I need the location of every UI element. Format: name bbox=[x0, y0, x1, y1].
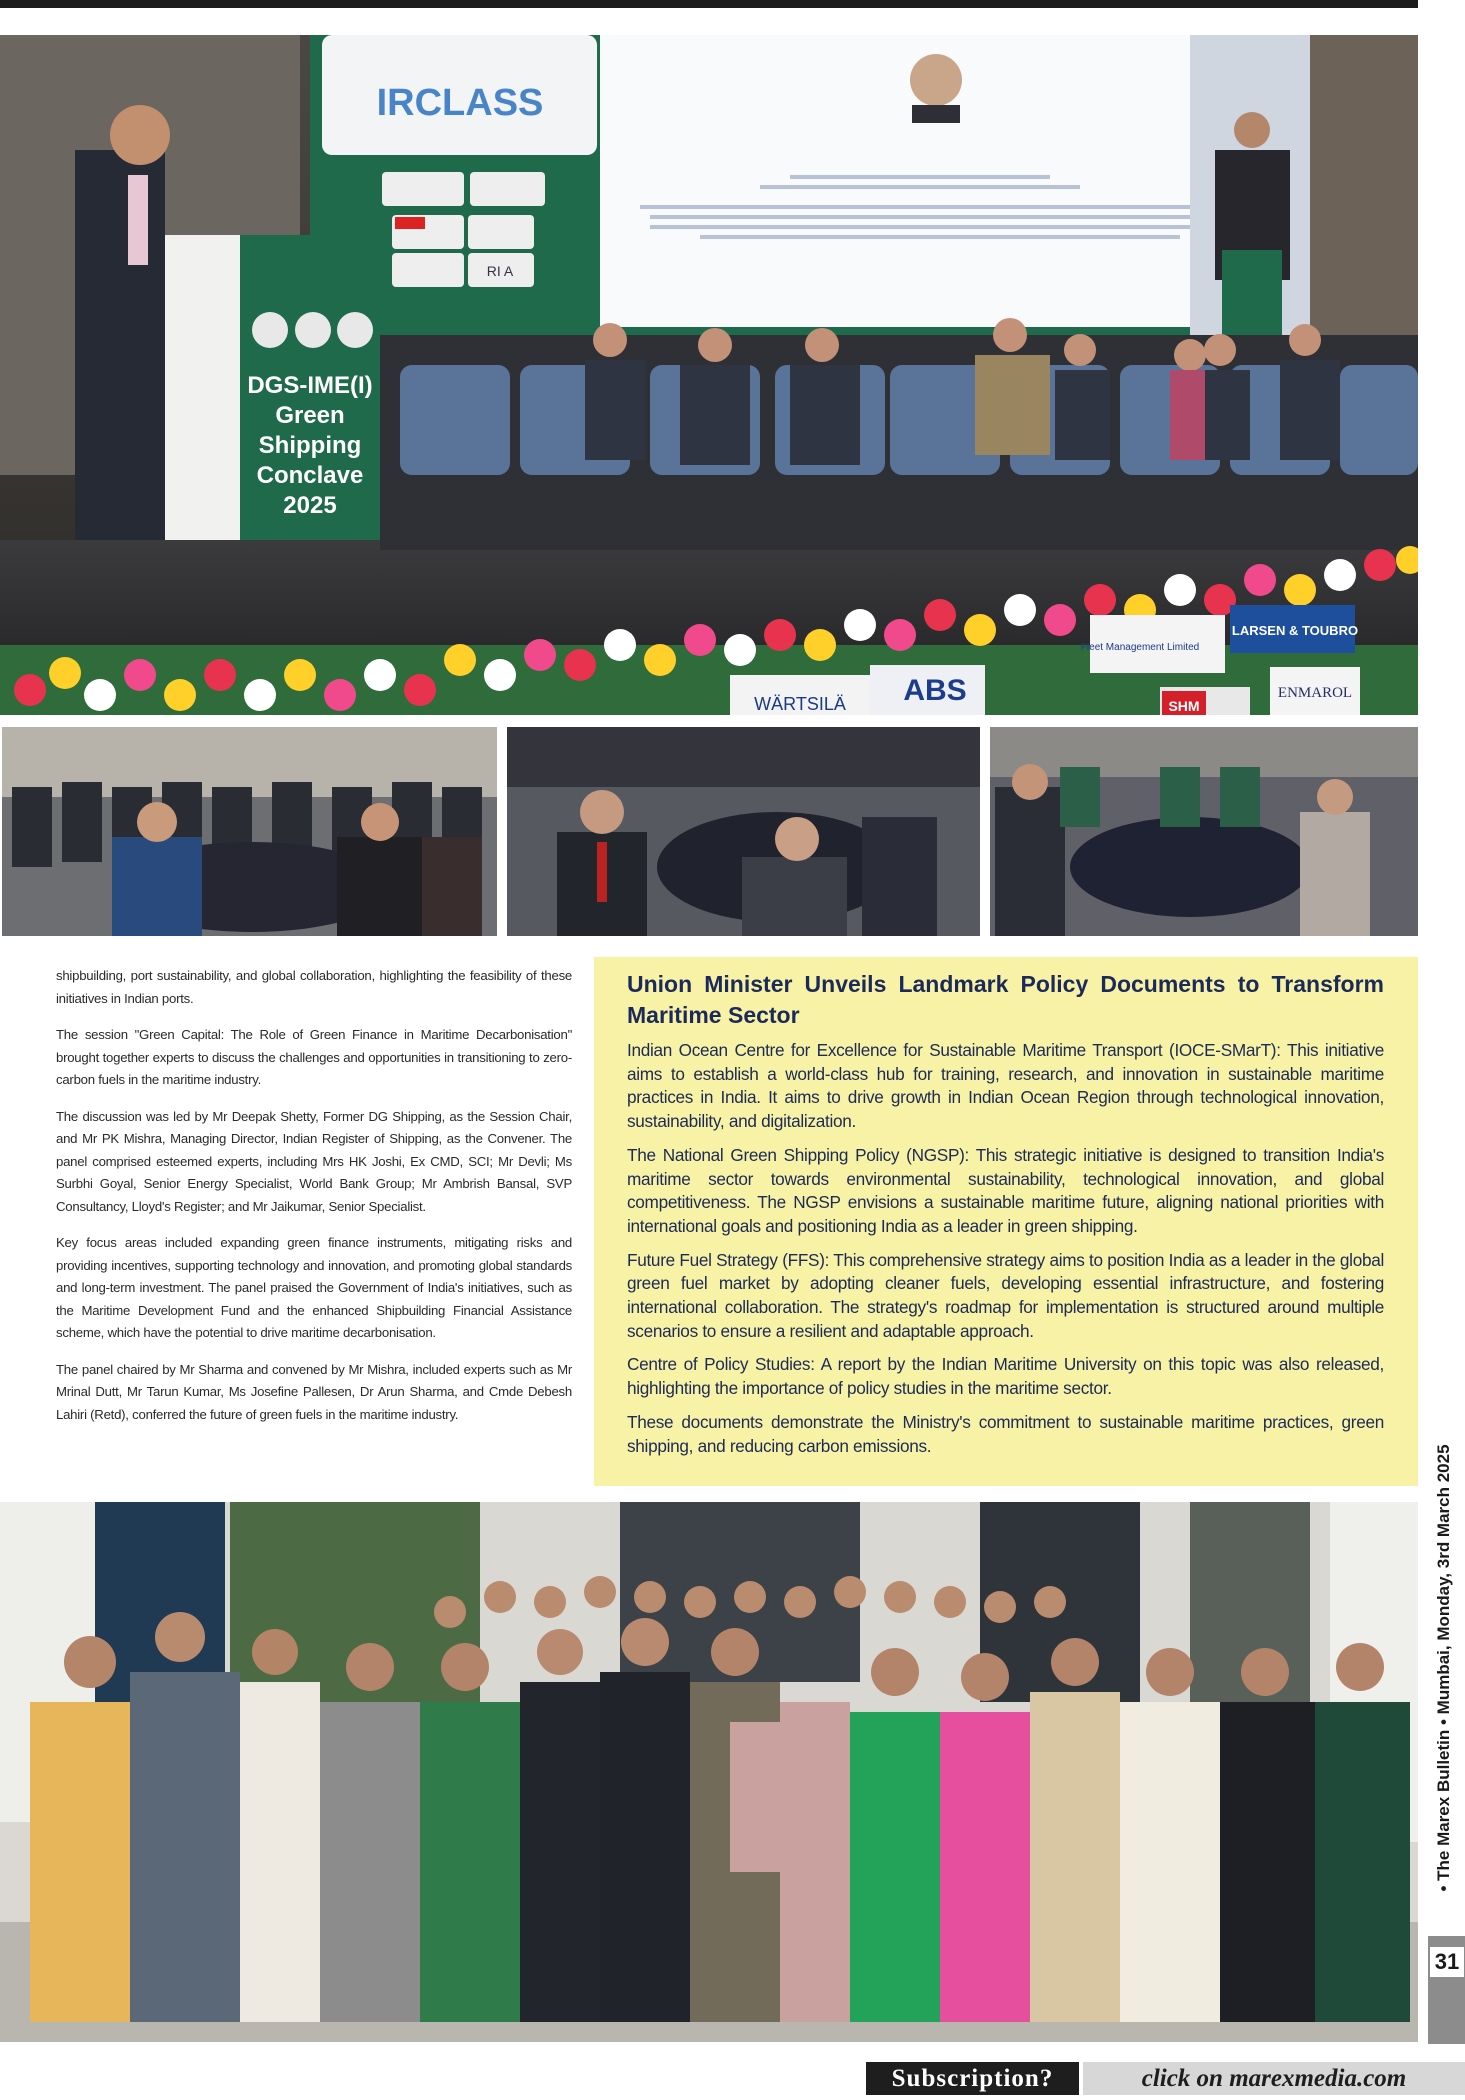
banner-line-2: Green bbox=[275, 402, 345, 429]
sidebox-title: Union Minister Unveils Landmark Policy Documents to Transform Maritime Sector bbox=[627, 971, 1384, 1028]
running-head bbox=[1425, 1395, 1465, 1985]
audience-photo-1 bbox=[2, 727, 497, 936]
wartsila-logo: WÄRTSILÄ bbox=[754, 694, 846, 714]
shm-logo: SHM bbox=[1168, 698, 1200, 714]
audience-photo-2 bbox=[507, 727, 980, 936]
article-paragraph: The panel chaired by Mr Sharma and convened by Mr Mishra, included experts such as Mr Mrinal Dutt, Mr Tarun Kumar, Ms Josefine Pallesen, Dr Arun Sharma, and Cmde Debesh Lahiri (Retd), conferred the future of green fuels in the maritime industry. bbox=[56, 1361, 572, 1422]
top-rule bbox=[0, 0, 1418, 8]
article-left-column bbox=[56, 965, 572, 1440]
audience-photo-3 bbox=[990, 727, 1418, 936]
subscription-banner[interactable] bbox=[866, 2062, 1465, 2100]
abs-logo: ABS bbox=[903, 674, 967, 707]
irclass-logo: IRCLASS bbox=[376, 82, 544, 124]
sidebox-paragraph: These documents demonstrate the Ministry's commitment to sustainable maritime practices, green shipping, and reducing carbon emissions. bbox=[627, 1411, 1384, 1456]
sidebox-paragraph: Future Fuel Strategy (FFS): This comprehensive strategy aims to position India as a leader in the global green fuel market by adopting cleaner fuels, developing essential infrastructure, and fostering international collaboration. The strategy's roadmap for implementation is structured around multiple scenarios to ensure a resilient and adaptable approach. bbox=[627, 1249, 1384, 1341]
policy-sidebox bbox=[594, 957, 1418, 1486]
ria-logo: RI A bbox=[486, 263, 514, 279]
article-paragraph: shipbuilding, port sustainability, and global collaboration, highlighting the feasibility of these initiatives in Indian ports. bbox=[56, 968, 572, 1006]
banner-line-5: 2025 bbox=[283, 492, 337, 519]
banner-line-3: Shipping bbox=[258, 432, 362, 459]
sidebox-paragraph: Centre of Policy Studies: A report by the Indian Maritime University on this topic was also released, highlighting the importance of policy studies in the maritime sector. bbox=[627, 1354, 1384, 1399]
enmarol-logo: ENMAROL bbox=[1277, 685, 1353, 701]
running-head-text: • The Marex Bulletin • Mumbai, Monday, 3rd March 2025 bbox=[1434, 1444, 1453, 1892]
article-paragraph: The discussion was led by Mr Deepak Shetty, Former DG Shipping, as the Session Chair, and Mr PK Mishra, Managing Director, Indian Register of Shipping, as the Convener. The panel comprised esteemed experts, including Mrs HK Joshi, Ex CMD, SCI; Mr Devli; Ms Surbhi Goyal, Senior Energy Specialist, World Bank Group; Mr Ambrish Bansal, SVP Consultancy, Lloyd's Register; and Mr Jaikumar, Senior Specialist. bbox=[56, 1108, 572, 1214]
article-paragraph: The session "Green Capital: The Role of Green Finance in Maritime Decarbonisation" brought together experts to discuss the challenges and opportunities in transitioning to zero-carbon fuels in the maritime industry. bbox=[56, 1027, 572, 1087]
stage-photo bbox=[0, 35, 1418, 715]
lt-logo: LARSEN & TOUBRO bbox=[1231, 623, 1359, 638]
article-paragraph: Key focus areas included expanding green finance instruments, mitigating risks and providing incentives, supporting technology and innovation, and promoting global standards and long-term investment. The panel praised the Government of India's initiatives, such as the Maritime Development Fund and the enhanced Shipbuilding Financial Assistance scheme, which have the potential to drive maritime decarbonisation. bbox=[56, 1235, 572, 1340]
group-photo bbox=[0, 1502, 1418, 2042]
page-number: 31 bbox=[1430, 1947, 1464, 1977]
subscription-link[interactable]: click on marexmedia.com bbox=[1083, 2062, 1465, 2095]
banner-line-4: Conclave bbox=[256, 462, 364, 489]
fleet-logo: Fleet Management Limited bbox=[1080, 642, 1200, 653]
sidebox-paragraph: The National Green Shipping Policy (NGSP): This strategic initiative is designed to transition India's maritime sector towards environmental sustainability, technological innovation, and global competitiveness. The NGSP envisions a sustainable maritime future, aligning national priorities with international goals and positioning India as a leader in green shipping. bbox=[627, 1144, 1384, 1236]
subscription-label[interactable]: Subscription? bbox=[866, 2062, 1079, 2095]
banner-line-1: DGS-IME(I) bbox=[247, 372, 373, 399]
sidebox-paragraph: Indian Ocean Centre for Excellence for Sustainable Maritime Transport (IOCE-SMarT): This initiative aims to establish a world-class hub for training, research, and innovation in sustainable maritime practices in India. It aims to drive growth in Indian Ocean Region through technological innovation, sustainability, and digitalization. bbox=[627, 1040, 1384, 1132]
